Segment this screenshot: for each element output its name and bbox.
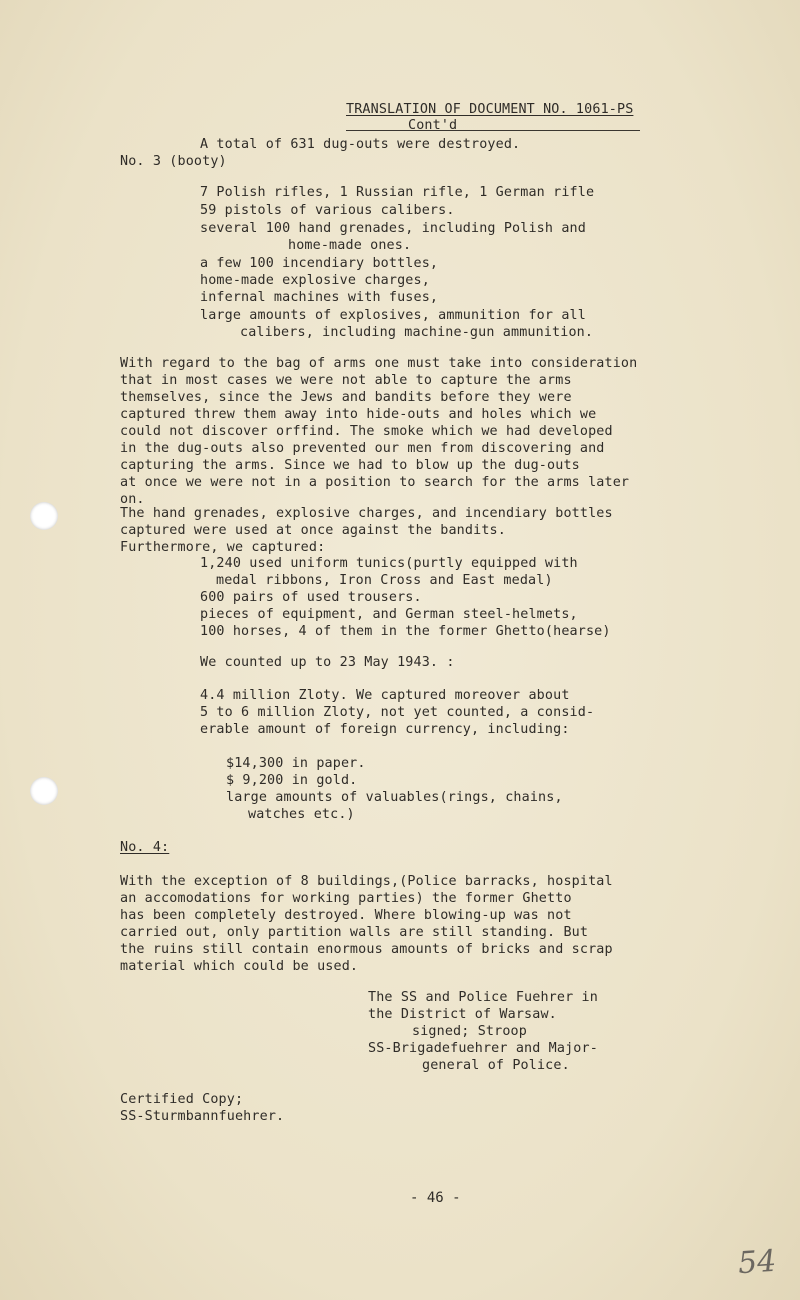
currency-line: watches etc.) xyxy=(248,807,355,822)
certified-line: SS-Sturmbannfuehrer. xyxy=(120,1109,285,1124)
paragraph-line: in the dug-outs also prevented our men from discovering and xyxy=(120,441,605,456)
signature-line: signed; Stroop xyxy=(412,1024,527,1039)
captured-item: 600 pairs of used trousers. xyxy=(200,590,422,605)
booty-item: home-made explosive charges, xyxy=(200,273,430,288)
captured-item: 100 horses, 4 of them in the former Ghetto(hearse) xyxy=(200,624,611,639)
section-4-line: carried out, only partition walls are still standing. But xyxy=(120,925,589,940)
section-3-heading: No. 3 (booty) xyxy=(120,154,227,169)
page-number: - 46 - xyxy=(410,1190,461,1206)
paragraph-line: at once we were not in a position to search for the arms later xyxy=(120,475,630,490)
money-line: 4.4 million Zloty. We captured moreover about xyxy=(200,688,570,703)
document-title: TRANSLATION OF DOCUMENT NO. 1061-PS xyxy=(346,102,634,117)
currency-line: large amounts of valuables(rings, chains, xyxy=(226,790,563,805)
booty-item: a few 100 incendiary bottles, xyxy=(200,256,439,271)
paragraph-line: With regard to the bag of arms one must take into consideration xyxy=(120,356,638,371)
paragraph-line: captured were used at once against the bandits. xyxy=(120,523,506,538)
paragraph-line: could not discover orffind. The smoke which we had developed xyxy=(120,424,613,439)
booty-item: calibers, including machine-gun ammunition. xyxy=(240,325,594,340)
booty-item: 59 pistols of various calibers. xyxy=(200,203,455,218)
signature-line: general of Police. xyxy=(422,1058,570,1073)
counted-heading: We counted up to 23 May 1943. : xyxy=(200,655,455,670)
certified-line: Certified Copy; xyxy=(120,1092,244,1107)
booty-item: infernal machines with fuses, xyxy=(200,290,439,305)
section-4-line: material which could be used. xyxy=(120,959,359,974)
paragraph-line: The hand grenades, explosive charges, and incendiary bottles xyxy=(120,506,613,521)
paragraph-line: on. xyxy=(120,492,145,507)
paragraph-line: capturing the arms. Since we had to blow up the dug-outs xyxy=(120,458,580,473)
signature-line: the District of Warsaw. xyxy=(368,1007,557,1022)
section-4-heading: No. 4: xyxy=(120,840,170,855)
money-line: 5 to 6 million Zloty, not yet counted, a consid- xyxy=(200,705,595,720)
captured-item: 1,240 used uniform tunics(purtly equipped with xyxy=(200,556,578,571)
continued-label: Cont'd xyxy=(408,118,458,133)
currency-line: $14,300 in paper. xyxy=(226,756,366,771)
booty-item: home-made ones. xyxy=(288,238,412,253)
section-4-line: has been completely destroyed. Where blowing-up was not xyxy=(120,908,572,923)
intro-line: A total of 631 dug-outs were destroyed. xyxy=(200,137,521,152)
header-rule xyxy=(346,130,640,131)
signature-line: SS-Brigadefuehrer and Major- xyxy=(368,1041,598,1056)
punch-hole xyxy=(30,777,58,805)
currency-line: $ 9,200 in gold. xyxy=(226,773,358,788)
booty-item: large amounts of explosives, ammunition for all xyxy=(200,308,586,323)
captured-item: pieces of equipment, and German steel-helmets, xyxy=(200,607,578,622)
paragraph-line: that in most cases we were not able to capture the arms xyxy=(120,373,572,388)
booty-item: 7 Polish rifles, 1 Russian rifle, 1 German rifle xyxy=(200,185,595,200)
paragraph-line: themselves, since the Jews and bandits before they were xyxy=(120,390,572,405)
paragraph-line: captured threw them away into hide-outs and holes which we xyxy=(120,407,597,422)
section-4-line: the ruins still contain enormous amounts of bricks and scrap xyxy=(120,942,613,957)
punch-hole xyxy=(30,502,58,530)
section-4-line: With the exception of 8 buildings,(Police barracks, hospital xyxy=(120,874,613,889)
signature-line: The SS and Police Fuehrer in xyxy=(368,990,598,1005)
section-4-line: an accomodations for working parties) the former Ghetto xyxy=(120,891,572,906)
paragraph-line: Furthermore, we captured: xyxy=(120,540,326,555)
money-line: erable amount of foreign currency, including: xyxy=(200,722,570,737)
booty-item: several 100 hand grenades, including Polish and xyxy=(200,221,586,236)
captured-item: medal ribbons, Iron Cross and East medal) xyxy=(216,573,553,588)
folio-number: 54 xyxy=(736,1243,778,1282)
